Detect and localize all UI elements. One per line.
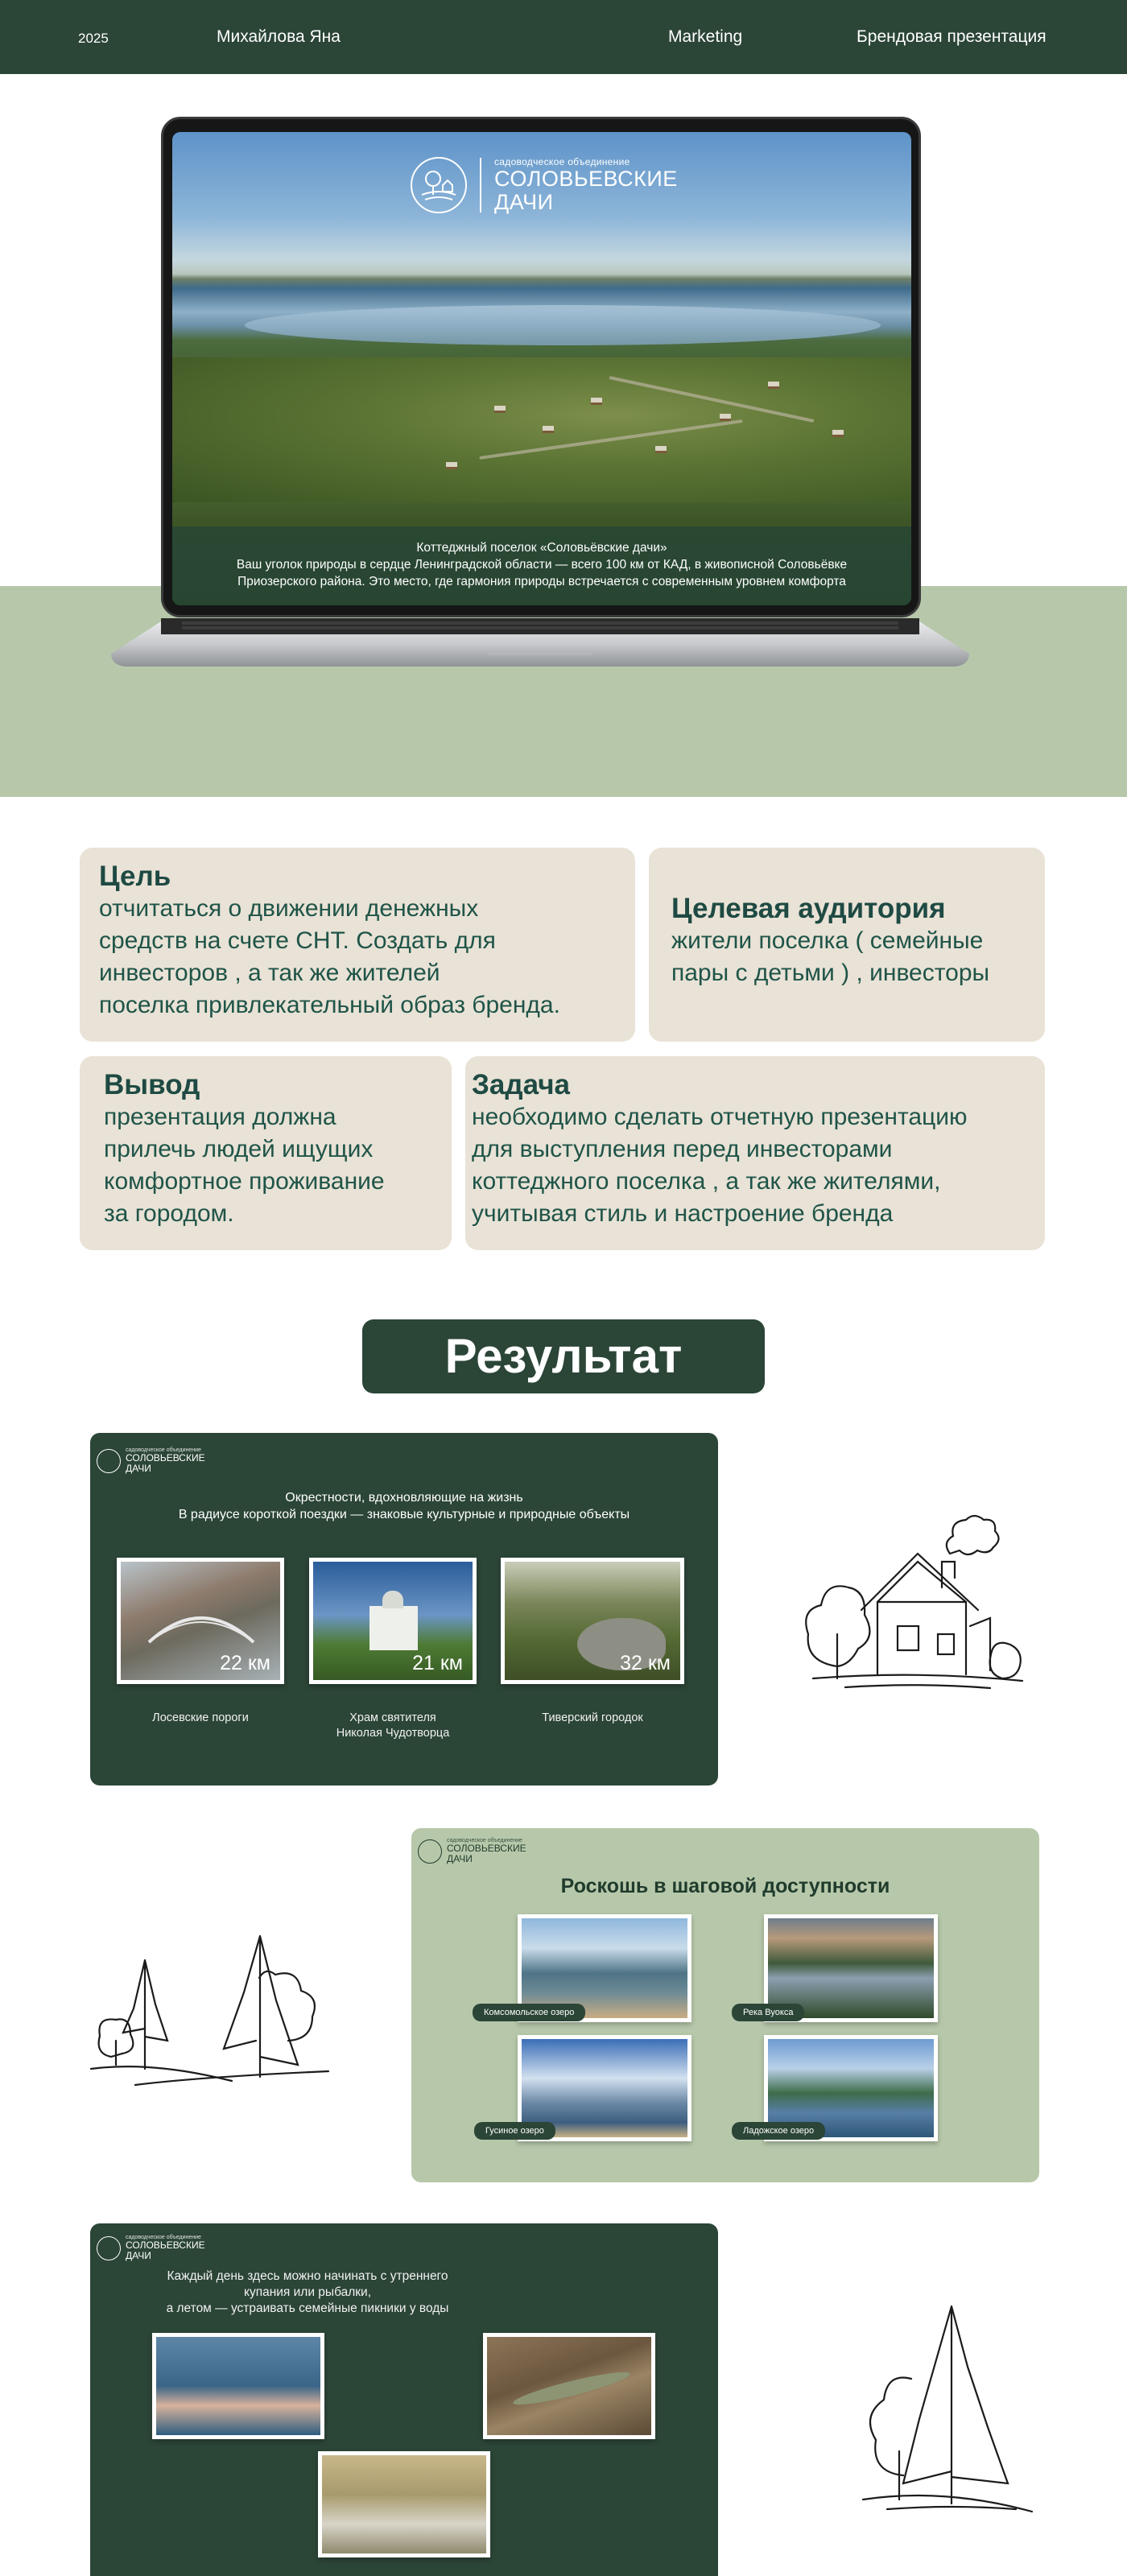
task-text-line: учитывая стиль и настроение бренда: [472, 1200, 894, 1227]
slide-surroundings: [90, 1433, 718, 1785]
house-marker: [768, 382, 779, 389]
photo-church: [309, 1558, 477, 1684]
house-sketch-icon: [797, 1513, 1030, 1703]
slide-heading: [90, 1489, 718, 1523]
slide-leisure: [90, 2223, 718, 2576]
slide-logo-title: ДАЧИ: [126, 2250, 151, 2261]
slide-logo-subtitle: садоводческое объединение: [126, 1447, 201, 1453]
slide-logo-title: СОЛОВЬЕВСКИЕ: [126, 1452, 205, 1463]
place-label: [309, 1711, 477, 1741]
place-label: [117, 1711, 284, 1726]
laptop-base: [109, 615, 971, 673]
tree-logo-icon: [97, 2236, 121, 2260]
house-marker: [446, 462, 457, 469]
logo-title-line-1: СОЛОВЬЕВСКИЕ: [494, 167, 678, 191]
year-label: 2025: [78, 31, 109, 46]
logo-divider: [480, 158, 481, 213]
slide-text: [90, 2268, 525, 2317]
task-text-line: для выступления перед инвесторами: [472, 1136, 893, 1162]
author-name: Михайлова Яна: [217, 27, 341, 46]
slide-logo-title: СОЛОВЬЕВСКИЕ: [447, 1843, 526, 1854]
slide-text-line: купания или рыбалки,: [244, 2285, 371, 2299]
trees-sketch-icon: [87, 1928, 336, 2109]
goal-card: [80, 848, 635, 1042]
place-label-line: Храм святителя: [349, 1711, 436, 1724]
place-label: [501, 1711, 684, 1726]
tree-logo-icon: [97, 1449, 121, 1473]
slide-heading: Роскошь в шаговой доступности: [560, 1875, 890, 1897]
house-marker: [591, 398, 602, 405]
audience-text-line: пары с детьми ) , инвесторы: [671, 960, 990, 986]
task-text-line: коттеджного поселка , а так же жителями,: [472, 1168, 941, 1195]
slide-logo-subtitle: садоводческое объединение: [447, 1838, 522, 1843]
slide-logo-title: СОЛОВЬЕВСКИЕ: [126, 2240, 205, 2251]
hero-caption: [172, 526, 911, 605]
conclusion-card: [80, 1056, 452, 1250]
house-marker: [832, 430, 844, 437]
distance-label: 22 км: [220, 1652, 270, 1674]
top-bar: [0, 0, 1127, 74]
goal-text-line: поселка привлекательный образ бренда.: [99, 992, 560, 1018]
goal-text-line: инвесторов , а так же жителей: [99, 960, 440, 986]
photo-picnic: [318, 2451, 490, 2557]
conclusion-text-line: комфортное проживание: [104, 1168, 385, 1195]
laptop-screen: [172, 132, 911, 605]
slide-logo: [97, 1447, 205, 1474]
slide-text-line: а летом — устраивать семейные пикники у воды: [166, 2301, 449, 2315]
village-field-image: [172, 357, 911, 502]
house-marker: [720, 414, 731, 421]
photo-forest: [501, 1558, 684, 1684]
house-marker: [494, 406, 506, 413]
result-heading: Результат: [362, 1319, 765, 1393]
photo-rapids: [117, 1558, 284, 1684]
tree-logo-icon: [418, 1839, 442, 1864]
slide-logo-title: ДАЧИ: [126, 1463, 151, 1474]
photo-fishing: [483, 2333, 655, 2439]
task-text-line: необходимо сделать отчетную презентацию: [472, 1104, 968, 1130]
photo-swimming: [152, 2333, 324, 2439]
lake-tag: Комсомольское озеро: [473, 2004, 585, 2021]
slide-lakes: [411, 1828, 1039, 2182]
conclusion-title: Вывод: [104, 1069, 200, 1100]
slide-heading-line: В радиусе короткой поездки — знаковые культурные и природные объекты: [178, 1508, 630, 1521]
conclusion-text-line: за городом.: [104, 1200, 234, 1227]
caption-title: Коттеджный поселок «Соловьёвские дачи»: [416, 541, 667, 555]
audience-text-line: жители поселка ( семейные: [671, 927, 984, 954]
place-label-line: Лосевские пороги: [152, 1711, 249, 1724]
slide-logo-subtitle: садоводческое объединение: [126, 2235, 201, 2240]
goal-title: Цель: [99, 861, 171, 892]
fir-tree-sketch-icon: [855, 2298, 1040, 2528]
house-marker: [655, 446, 667, 453]
audience-card: [649, 848, 1045, 1042]
place-label-line: Тиверский городок: [542, 1711, 643, 1724]
distance-label: 21 км: [412, 1652, 463, 1674]
slide-text-line: Каждый день здесь можно начинать с утреннего: [167, 2269, 448, 2283]
caption-line: Ваш уголок природы в сердце Ленинградской области — всего 100 км от КАД, в живописной Соловьёвке: [236, 558, 848, 572]
tree-logo-icon: [411, 157, 467, 213]
conclusion-text-line: презентация должна: [104, 1104, 336, 1130]
task-title: Задача: [472, 1069, 570, 1100]
distance-label: 32 км: [620, 1652, 671, 1674]
audience-title: Целевая аудитория: [671, 893, 946, 924]
task-card: [465, 1056, 1045, 1250]
place-label-line: Николая Чудотворца: [336, 1727, 450, 1740]
lake-tag: Ладожское озеро: [732, 2122, 825, 2140]
house-marker: [543, 426, 554, 433]
lake-tag: Река Вуокса: [732, 2004, 804, 2021]
slide-heading-line: Окрестности, вдохновляющие на жизнь: [285, 1491, 523, 1505]
project-label: Брендовая презентация: [857, 27, 1046, 46]
brand-logo: [411, 156, 678, 214]
conclusion-text-line: прилечь людей ищущих: [104, 1136, 374, 1162]
caption-line: Приозерского района. Это место, где гармония природы встречается с современным уровнем комфорта: [237, 575, 846, 588]
slide-logo: [418, 1838, 526, 1864]
logo-subtitle: садоводческое объединение: [494, 156, 630, 167]
slide-logo-title: ДАЧИ: [447, 1853, 473, 1864]
slide-logo: [97, 2235, 205, 2261]
lake-tag: Гусиное озеро: [474, 2122, 555, 2140]
lake-image: [245, 305, 881, 345]
category-label: Marketing: [668, 27, 743, 46]
logo-title-line-2: ДАЧИ: [494, 190, 554, 214]
goal-text-line: отчитаться о движении денежных: [99, 895, 479, 922]
goal-text-line: средств на счете СНТ. Создать для: [99, 927, 496, 954]
